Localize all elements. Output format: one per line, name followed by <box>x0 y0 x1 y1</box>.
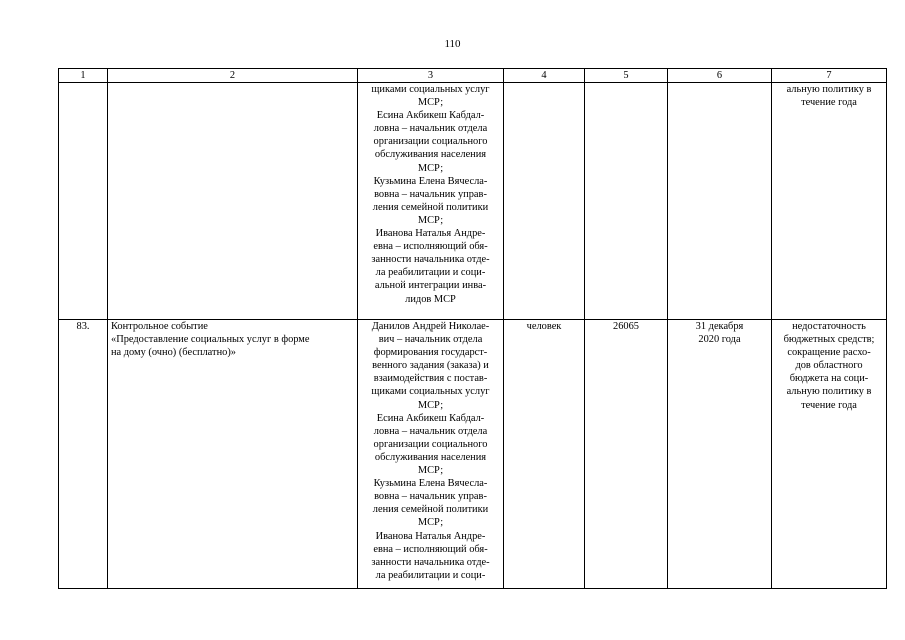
table-row-83 <box>59 320 887 589</box>
text-line: Данилов Андрей Николае- <box>371 321 490 332</box>
header-col-7: 7 <box>772 69 887 83</box>
cell-risks <box>772 83 887 320</box>
cell-risks <box>772 320 887 589</box>
text-line: формирования государст- <box>373 347 488 359</box>
cell-event <box>108 83 358 320</box>
text-line: альную политику в <box>786 84 872 95</box>
header-col-5: 5 <box>585 69 668 83</box>
text-line: дов областного <box>795 360 863 372</box>
text-line: организации социального <box>373 438 488 450</box>
table-row-continuation <box>59 83 887 320</box>
text-line: вовна – начальник управ- <box>374 188 487 200</box>
text-line: обслуживания населения <box>374 451 487 463</box>
text-line: 31 декабря <box>695 321 744 332</box>
text-line: Кузьмина Елена Вячесла- <box>373 175 488 187</box>
text-line: щиками социальных услуг <box>371 84 490 95</box>
text-line: «Предоставление социальных услуг в форме <box>111 334 310 346</box>
text-line: евна – исполняющий обя- <box>373 543 488 555</box>
cell-deadline <box>668 320 772 589</box>
text-line: МСР; <box>417 97 444 109</box>
text-line: бюджета на соци- <box>789 373 869 385</box>
header-col-1: 1 <box>59 69 108 83</box>
text-line: альную политику в <box>786 386 872 398</box>
text-line: МСР; <box>417 399 444 411</box>
text-line: венного задания (заказа) и <box>372 360 489 372</box>
header-col-3: 3 <box>358 69 504 83</box>
cell-responsible <box>358 83 504 320</box>
cell-unit: человек <box>504 320 585 589</box>
cell-unit <box>504 83 585 320</box>
text-line: МСР; <box>417 465 444 477</box>
text-line: на дому (очно) (бесплатно)» <box>111 347 236 359</box>
header-col-2: 2 <box>108 69 358 83</box>
text-line: 2020 года <box>698 334 741 346</box>
text-line: Иванова Наталья Андре- <box>375 530 486 542</box>
text-line: Есина Акбикеш Кабдал- <box>376 412 485 424</box>
text-line: ла реабилитации и соци- <box>375 569 486 581</box>
text-line: ловна – начальник отдела <box>373 123 488 135</box>
text-line: сокращение расхо- <box>787 347 871 359</box>
text-line: занности начальника отде- <box>371 556 490 568</box>
cell-number: 83. <box>59 320 108 589</box>
text-line: лидов МСР <box>405 293 456 305</box>
header-row <box>59 69 887 83</box>
cell-event <box>108 320 358 589</box>
cell-number <box>59 83 108 320</box>
text-line: организации социального <box>373 136 488 148</box>
text-line: ления семейной политики <box>372 201 489 213</box>
page-number: 110 <box>444 38 461 50</box>
text-line: бюджетных средств; <box>783 334 875 346</box>
text-line: недостаточность <box>792 321 866 332</box>
text-line: альной интеграции инва- <box>374 280 487 292</box>
text-line: МСР; <box>417 162 444 174</box>
text-line: евна – исполняющий обя- <box>373 241 488 253</box>
header-col-6: 6 <box>668 69 772 83</box>
text-line: Контрольное событие <box>111 321 208 332</box>
text-line: взаимодействия с постав- <box>373 373 488 385</box>
text-line: Кузьмина Елена Вячесла- <box>373 478 488 490</box>
main-table <box>58 68 887 589</box>
text-line: вовна – начальник управ- <box>374 491 487 503</box>
text-line: занности начальника отде- <box>371 254 490 266</box>
text-line: течение года <box>801 399 857 411</box>
cell-value: 26065 <box>585 320 668 589</box>
cell-deadline <box>668 83 772 320</box>
header-col-4: 4 <box>504 69 585 83</box>
cell-value <box>585 83 668 320</box>
text-line: щиками социальных услуг <box>371 386 490 398</box>
text-line: ления семейной политики <box>372 504 489 516</box>
text-line: Иванова Наталья Андре- <box>375 228 486 240</box>
text-line: вич – начальник отдела <box>378 334 483 346</box>
text-line: течение года <box>801 97 857 109</box>
text-line: МСР; <box>417 214 444 226</box>
text-line: МСР; <box>417 517 444 529</box>
text-line: Есина Акбикеш Кабдал- <box>376 110 485 122</box>
text-line: ла реабилитации и соци- <box>375 267 486 279</box>
cell-responsible <box>358 320 504 589</box>
text-line: обслуживания населения <box>374 149 487 161</box>
text-line: ловна – начальник отдела <box>373 425 488 437</box>
